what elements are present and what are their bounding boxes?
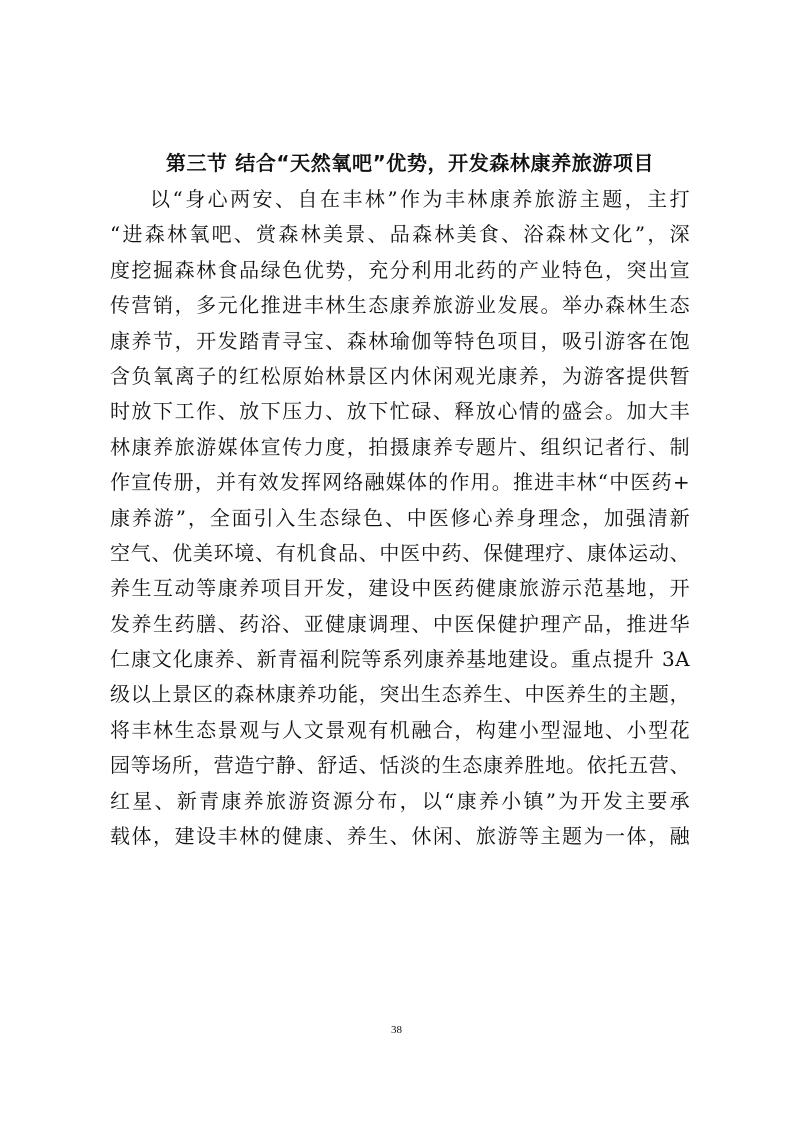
paragraph-line: 级以上景区的森林康养功能，突出生态养生、中医养生的主题，: [110, 682, 690, 707]
paragraph-line: 养生互动等康养项目开发，建设中医药健康旅游示范基地，开: [110, 576, 690, 601]
paragraph-line: 以“身心两安、自在丰林”作为丰林康养旅游主题，主打: [150, 187, 690, 211]
paragraph-line: 林康养旅游媒体宣传力度，拍摄康养专题片、组织记者行、制: [110, 434, 690, 459]
paragraph-line: 时放下工作、放下压力、放下忙碌、释放心情的盛会。加大丰: [110, 399, 690, 424]
paragraph-line: 园等场所，营造宁静、舒适、恬淡的生态康养胜地。依托五营、: [110, 753, 690, 778]
paragraph-line: 传营销，多元化推进丰林生态康养旅游业发展。举办森林生态: [110, 293, 690, 318]
paragraph-line: 康养游”，全面引入生态绿色、中医修心养身理念，加强清新: [110, 505, 690, 530]
section-title: 第三节 结合“天然氧吧”优势，开发森林康养旅游项目: [165, 151, 655, 175]
paragraph-line: 载体，建设丰林的健康、养生、休闲、旅游等主题为一体，融: [110, 824, 690, 849]
paragraph-line: 度挖掘森林食品绿色优势，充分利用北药的产业特色，突出宣: [110, 257, 690, 282]
body-paragraph: [110, 182, 690, 854]
paragraph-line: 空气、优美环境、有机食品、中医中药、保健理疗、康体运动、: [110, 540, 690, 565]
paragraph-line: 作宣传册，并有效发挥网络融媒体的作用。推进丰林“中医药+: [110, 470, 690, 495]
paragraph-line: 红星、新青康养旅游资源分布，以“康养小镇”为开发主要承: [110, 788, 690, 813]
paragraph-line: 将丰林生态景观与人文景观有机融合，构建小型湿地、小型花: [110, 717, 690, 742]
paragraph-line: “进森林氧吧、赏森林美景、品森林美食、浴森林文化”，深: [110, 222, 690, 247]
paragraph-line: 仁康文化康养、新青福利院等系列康养基地建设。重点提升 3A: [110, 647, 690, 672]
paragraph-line: 康养节，开发踏青寻宝、森林瑜伽等特色项目，吸引游客在饱: [110, 328, 690, 353]
paragraph-line: 发养生药膳、药浴、亚健康调理、中医保健护理产品，推进华: [110, 611, 690, 636]
page-number: 38: [391, 1024, 402, 1036]
paragraph-line: 含负氧离子的红松原始林景区内休闲观光康养，为游客提供暂: [110, 363, 690, 388]
